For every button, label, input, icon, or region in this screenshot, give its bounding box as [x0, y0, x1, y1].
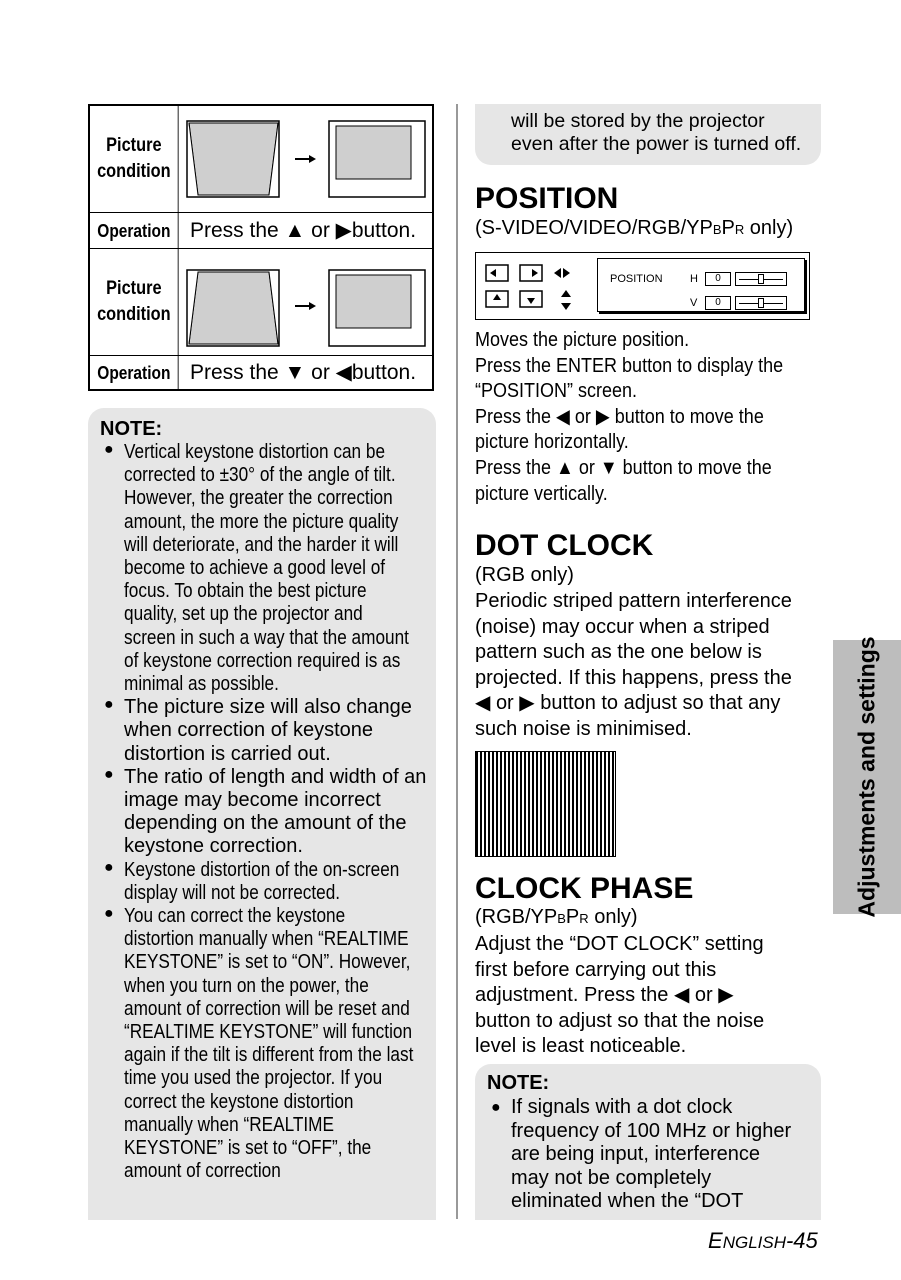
operation-label: Operation: [90, 356, 179, 389]
note-item: If signals with a dot clock frequency of 100 MHz or higher are being input, interference may not be completely eliminated when the “DOT: [511, 1096, 792, 1212]
page-footer: ENGLISH-45: [708, 1228, 818, 1253]
picture-condition-row-2: [90, 249, 432, 356]
position-menu-panel: [597, 258, 805, 312]
picture-condition-label: Picture condition: [90, 106, 179, 212]
picture-condition-illustration: [179, 249, 432, 355]
position-description: Moves the picture position. Press the ENTER button to display the “POSITION” screen. Press the ◀ or ▶ button to move the picture horizontally. Press the ▲ or ▼ button to move the picture vertically.: [475, 329, 784, 505]
operation-row-2: [90, 356, 432, 389]
bullet-icon: ●: [104, 441, 114, 458]
note-item: ● You can correct the keystone distortion manually when “REALTIME KEYSTONE” is set to “ON”. However, when you turn on the power, the amount of correction will be reset and “REALTIME KEYSTONE” will function again if the tilt is different from the last time you used the projector. If you correct the keystone distortion manually when “REALTIME KEYSTONE” is set to “OFF”, the amount of correction: [104, 905, 414, 1183]
clock-phase-description: Adjust the “DOT CLOCK” setting first before carrying out this adjustment. Press the ◀ or ▶ button to adjust so that the noise level is least noticeable.: [475, 933, 765, 1058]
bullet-icon: ●: [104, 765, 114, 783]
section-side-tab: [833, 636, 901, 918]
position-menu-figure: [475, 252, 810, 320]
picture-condition-illustration: [179, 106, 432, 212]
side-tab-label: Adjustments and settings: [853, 636, 880, 918]
keystone-table: [88, 104, 434, 391]
operation-text: Press the ▼ or ◀button.: [190, 361, 417, 384]
bullet-icon: ●: [104, 858, 114, 876]
v-value: 0: [705, 296, 731, 310]
clock-phase-subtitle: (RGB/YPBPR only): [475, 906, 638, 928]
note-item: ● Keystone distortion of the on-screen display will not be corrected.: [104, 858, 400, 904]
column-divider: [456, 104, 458, 1219]
h-value: 0: [705, 272, 731, 286]
keystone-downward-illustration: [179, 249, 432, 355]
striped-pattern-image: [475, 751, 616, 857]
continued-note-box: will be stored by the projector even after the power is turned off.: [475, 104, 821, 165]
note-box-clock-phase: [475, 1064, 821, 1220]
keystone-upward-illustration: [179, 106, 432, 212]
bullet-icon: ●: [104, 696, 114, 714]
operation-text: Press the ▲ or ▶button.: [190, 219, 417, 242]
operation-row-1: [90, 213, 432, 249]
dot-clock-description: Periodic striped pattern interference (noise) may occur when a striped pattern such as the one below is projected. If this happens, press the ◀ or ▶ button to adjust so that any such noise is minimised.: [475, 590, 792, 740]
picture-condition-row-1: [90, 106, 432, 213]
position-arrows-icon: [480, 257, 595, 319]
note-title: NOTE:: [487, 1072, 550, 1094]
note-box-keystone: [88, 408, 436, 1220]
operation-label: Operation: [90, 213, 179, 248]
v-label: V: [690, 297, 698, 309]
note-item: ● Vertical keystone distortion can be corrected to ±30° of the angle of tilt. However, the greater the correction amount, the more the picture quality will deteriorate, and the harder it will become to achieve a good level of focus. To obtain the best picture quality, set up the projector and screen in such a way that the amount of keystone correction required is as minimal as possible.: [104, 441, 409, 696]
position-heading: POSITION: [475, 182, 619, 215]
position-subtitle: (S-VIDEO/VIDEO/RGB/YPBPR only): [475, 217, 794, 239]
h-label: H: [690, 273, 698, 285]
note-item: ● The picture size will also change when correction of keystone distortion is carried out.: [104, 696, 412, 765]
bullet-icon: ●: [491, 1099, 501, 1116]
note-item: ● The ratio of length and width of an image may become incorrect depending on the amount of the keystone correction.: [104, 765, 427, 858]
bullet-icon: ●: [104, 905, 114, 923]
position-menu-title: POSITION: [610, 273, 663, 285]
v-slider[interactable]: [735, 296, 787, 310]
note-list: [102, 441, 432, 1184]
picture-condition-label: Picture condition: [90, 249, 179, 355]
note-title: NOTE:: [100, 418, 163, 440]
clock-phase-heading: CLOCK PHASE: [475, 872, 694, 905]
h-slider[interactable]: [735, 272, 787, 286]
dot-clock-subtitle: (RGB only): [475, 564, 574, 586]
dot-clock-heading: DOT CLOCK: [475, 529, 654, 562]
